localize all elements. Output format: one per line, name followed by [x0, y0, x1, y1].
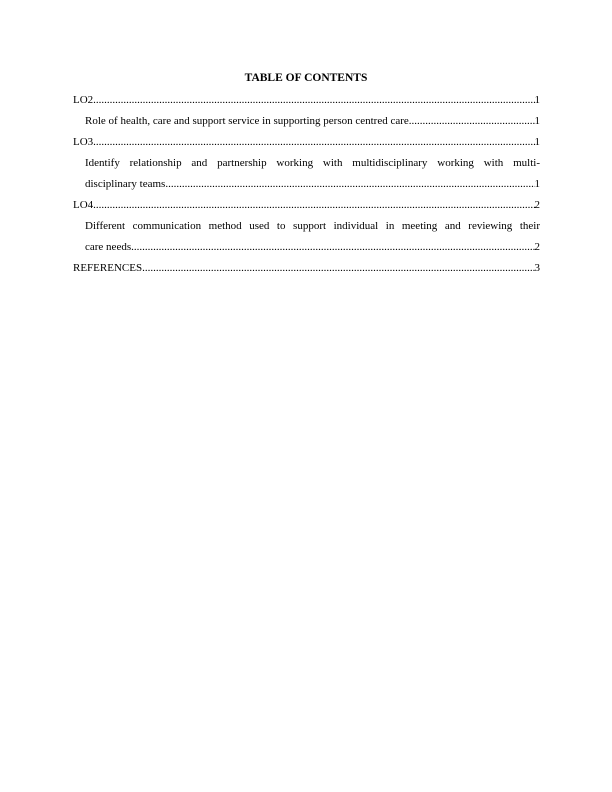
dot-leader: [131, 237, 534, 258]
toc-entry-title: Role of health, care and support service in supporting person centred care: [85, 115, 409, 127]
toc-page-number: 1: [534, 136, 540, 148]
dot-leader: [93, 195, 534, 216]
toc-entry-title: LO3: [73, 136, 94, 148]
toc-entry-title-line2: care needs: [85, 241, 132, 253]
dot-leader: [409, 111, 535, 132]
dot-leader: [93, 132, 534, 153]
toc-entry-lo2[interactable]: [73, 90, 540, 111]
dot-leader: [93, 90, 534, 111]
toc-entry-title: LO4: [73, 199, 94, 211]
toc-page-number: 2: [534, 199, 540, 211]
toc-entry-identify-relationship[interactable]: [73, 153, 540, 195]
toc-entry-lo3[interactable]: [73, 132, 540, 153]
toc-page-number: 1: [534, 94, 540, 106]
toc-entry-title: REFERENCES: [73, 262, 143, 274]
dot-leader: [165, 174, 534, 195]
toc-entry-references[interactable]: [73, 258, 540, 279]
toc-entry-title-line1: Identify relationship and partnership working with multidisciplinary working with multi-: [85, 157, 540, 169]
toc-page-number: 1: [534, 178, 540, 190]
toc-page-number: 2: [534, 241, 540, 253]
toc-entry-role-of-health-care[interactable]: [73, 111, 540, 132]
toc-entry-different-communication[interactable]: [73, 216, 540, 258]
table-of-contents: [73, 90, 540, 279]
toc-entry-title-line1: Different communication method used to support individual in meeting and reviewing their: [85, 220, 540, 232]
dot-leader: [142, 258, 534, 279]
toc-entry-lo4[interactable]: [73, 195, 540, 216]
toc-entry-title: LO2: [73, 94, 94, 106]
toc-page-number: 3: [534, 262, 540, 274]
toc-title: TABLE OF CONTENTS: [244, 72, 368, 84]
toc-entry-title-line2: disciplinary teams: [85, 178, 166, 190]
toc-page-number: 1: [534, 115, 540, 127]
